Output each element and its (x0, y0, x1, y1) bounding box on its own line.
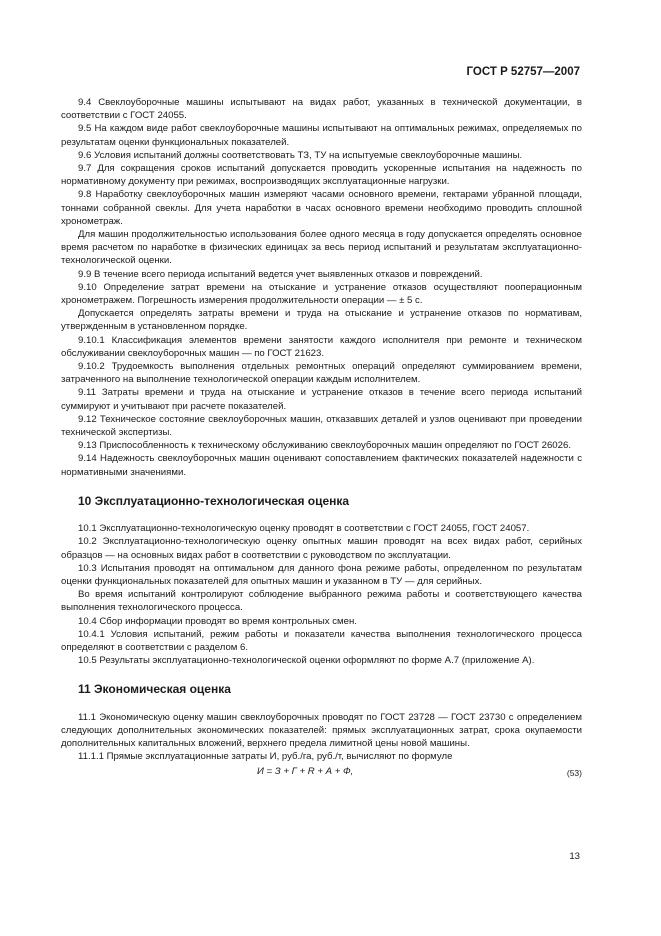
paragraph: 9.9 В течение всего периода испытаний ведется учет выявленных отказов и повреждений. (78, 268, 483, 280)
paragraph: 9.6 Условия испытаний должны соответствовать ТЗ, ТУ на испытуемые свеклоуборочные машины. (78, 149, 523, 161)
paragraph: 9.14 Надежность свеклоуборочных машин оценивают сопоставлением фактических показателей надежности с нормативными значениями. (61, 453, 582, 478)
paragraph: Допускается определять затраты времени и труда на отыскание и устранение отказов по нормативам, утвержденным в установленном порядке. (61, 308, 582, 333)
paragraph: 9.13 Приспособленность к техническому обслуживанию свеклоуборочных машин определяют по ГОСТ 26026. (78, 440, 571, 452)
paragraph: 10.5 Результаты эксплуатационно-технологической оценки оформляют по форме А.7 (приложение А). (78, 655, 535, 667)
paragraph: 9.10.2 Трудоемкость выполнения отдельных ремонтных операций определяют суммированием времени, затраченного на выполнение технологической операции каждым исполнителем. (61, 361, 582, 386)
section-11-heading: 11 Экономическая оценка (78, 682, 231, 697)
paragraph: 9.11 Затраты времени и труда на отыскание и устранение отказов в течение всего периода испытаний суммируют и учитывают при расчете показателей. (61, 387, 582, 412)
paragraph: 9.7 Для сокращения сроков испытаний допускается проводить ускоренные испытания на надежность по нормативному документу при режимах, воспроизводящих эксплуатационные нагрузки. (61, 163, 582, 188)
page-number: 13 (569, 851, 580, 862)
paragraph: 10.4 Сбор информации проводят во время контрольных смен. (78, 615, 357, 627)
paragraph: 9.12 Техническое состояние свеклоуборочных машин, отказавших деталей и узлов оценивают при проведении технической экспертизы. (61, 413, 582, 439)
paragraph: 9.8 Наработку свеклоуборочных машин измеряют часами основного времени, гектарами убранной площади, тоннами собранной свеклы. Для учета наработки в часах основного времени необходимо проводить сплошной хронометраж. (61, 189, 582, 227)
paragraph: 9.5 На каждом виде работ свеклоуборочные машины испытывают на оптимальных режимах, определяемых по результатам оценки функциональных показателей. (61, 123, 582, 148)
paragraph: 10.1 Эксплуатационно-технологическую оценку проводят в соответствии с ГОСТ 24055, ГОСТ 24057. (78, 523, 530, 535)
paragraph: 9.10.1 Классификация элементов времени занятости каждого исполнителя при ремонте и техническом обслуживании свеклоуборочных машин — по ГОСТ 21623. (61, 334, 582, 359)
page-body (61, 96, 582, 781)
paragraph: 10.4.1 Условия испытаний, режим работы и показатели качества выполнения технологического процесса определяют в соответствии с разделом 6. (61, 628, 582, 653)
paragraph: Во время испытаний контролируют соблюдение выбранного режима работы и соответствующего качества выполнения технологического процесса. (61, 589, 582, 614)
formula-53 (61, 765, 582, 781)
document-header: ГОСТ Р 52757—2007 (466, 66, 580, 78)
paragraph: Для машин продолжительностью использования более одного месяца в году допускается определять основное время расчетом по наработке в физических единицах за весь период испытаний и результатам эксплуатационно-технологической оценки. (61, 229, 582, 267)
formula-expression: И = З + Г + R + А + Ф, (257, 766, 354, 778)
paragraph: 10.2 Эксплуатационно-технологическую оценку опытных машин проводят на всех видах работ, серийных образцов — на основных видах работ в соответствии с руководством по эксплуатации. (61, 536, 582, 561)
paragraph: 11.1 Экономическую оценку машин свеклоуборочных проводят по ГОСТ 23728 — ГОСТ 23730 с определением следующих дополнительных экономических показателей: прямых эксплуатационных затрат, срока окупаемости дополнительных капитальных вложений, верхнего предела лимитной цены новой машины. (61, 711, 582, 749)
section-10-heading: 10 Эксплуатационно-технологическая оценка (78, 493, 350, 508)
paragraph: 11.1.1 Прямые эксплуатационные затраты И, руб./га, руб./т, вычисляют по формуле (78, 751, 453, 763)
paragraph: 10.3 Испытания проводят на оптимальном для данного фона режиме работы, определенном по результатам оценки функциональных показателей для опытных машин и указанном в ТУ — для серийных. (61, 562, 582, 587)
paragraph: 9.4 Свеклоуборочные машины испытывают на видах работ, указанных в технической документации, в соответствии с ГОСТ 24055. (61, 97, 582, 122)
paragraph: 9.10 Определение затрат времени на отыскание и устранение отказов осуществляют пооперационным хронометражем. Погрешность измерения продолжительности операции — ± 5 с. (61, 281, 582, 307)
formula-number: (53) (566, 768, 582, 779)
